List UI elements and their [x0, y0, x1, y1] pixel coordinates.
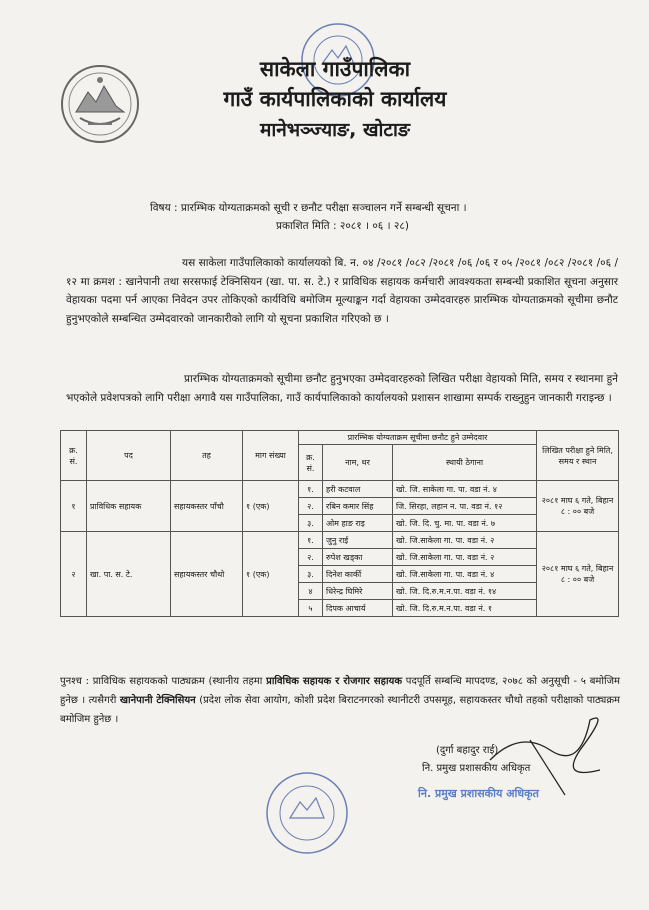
- candidate-name: रुपेश खड्का: [323, 549, 393, 566]
- candidate-address: खो. जि. साकेला गा. पा. वडा नं. ४: [393, 481, 537, 498]
- header-sub-sn: क्र. सं.: [299, 445, 323, 481]
- candidate-name: हरी कटवाल: [323, 481, 393, 498]
- candidate-sn: १.: [299, 481, 323, 498]
- candidate-address: खो. जि.साकेला गा. पा. वडा नं. २: [393, 532, 537, 549]
- table-row: [61, 481, 619, 498]
- postscript-bold: खानेपानी टेक्निसियन: [119, 695, 196, 706]
- signatory-title: नि. प्रमुख प्रशासकीय अधिकृत: [422, 763, 531, 774]
- postscript-text: पुनश्च : प्राविधिक सहायकको पाठ्यक्रम (स्थानीय तहमा: [60, 676, 267, 687]
- candidate-address: खो. जि. दि.रु.म.न.पा. वडा नं. १४: [393, 583, 537, 600]
- table-header-row: [61, 431, 619, 445]
- letterhead: [170, 56, 500, 144]
- postscript-text: (प्रदेश लोक सेवा आयोग, कोशी प्रदेश बिराटनगरको स्थानीटरी उपसमूह, सहायकस्तर चौथो तहको परीक्षाको पाठ्यक्रम बमोजिम हुनेछ ।: [60, 695, 621, 725]
- office-seal-icon: [262, 768, 352, 858]
- postscript-text: पदपूर्ति सम्बन्धि मापदण्ड, २०७८ को अनुसूची - ५ बमोजिम हुनेछ । त्यसैगरी: [60, 676, 620, 706]
- group-sn: १: [61, 481, 87, 532]
- candidate-table: [60, 430, 619, 617]
- candidate-sn: ५: [299, 600, 323, 617]
- municipality-name: साकेला गाउँपालिका: [259, 57, 411, 81]
- group-post: खा. पा. स. टे.: [87, 532, 171, 617]
- candidate-sn: २.: [299, 549, 323, 566]
- signatory-stamp: नि. प्रमुख प्रशासकीय अधिकृत: [418, 787, 539, 800]
- candidate-name: रबिन कमार सिंह: [323, 498, 393, 515]
- header-level: तह: [171, 431, 243, 481]
- candidate-sn: १.: [299, 532, 323, 549]
- header-shortlist: प्रारम्भिक योग्यताक्रम सूचीमा छनौट हुने उम्मेदवार: [299, 431, 537, 445]
- header-address: स्थायी ठेगाना: [393, 445, 537, 481]
- signatory-name: (दुर्गा बहादुर राई): [436, 745, 499, 756]
- candidate-sn: २.: [299, 498, 323, 515]
- header-name: नाम, थर: [323, 445, 393, 481]
- group-sn: २: [61, 532, 87, 617]
- candidate-address: खो. जि.साकेला गा. पा. वडा नं. २: [393, 549, 537, 566]
- group-level: सहायकस्तर पाँचौ: [171, 481, 243, 532]
- candidate-address: जि. सिरहा, लहान न. पा. वडा नं. १२: [393, 498, 537, 515]
- notice-subject: विषय : प्रारम्भिक योग्यताक्रमको सूची र छनौट परीक्षा सञ्चालन गर्ने सम्बन्धी सूचना ।: [150, 202, 467, 214]
- postscript-bold: प्राविधिक सहायक र रोजगार सहायक: [266, 676, 403, 687]
- header-post: पद: [87, 431, 171, 481]
- group-count: १ (एक): [243, 481, 299, 532]
- table-row: [61, 532, 619, 549]
- header-sn: क्र. सं.: [61, 431, 87, 481]
- header-exam: लिखित परीक्षा हुने मिति, समय र स्थान: [537, 431, 619, 481]
- group-exam: २०८१ माघ ६ गते, बिहान ८ : ०० बजे: [537, 481, 619, 532]
- candidate-address: खो. जि. दि.रु.म.न.पा. वडा नं. १: [393, 600, 537, 617]
- candidate-sn: ३.: [299, 566, 323, 583]
- office-location: मानेभञ्ज्याङ, खोटाङ: [259, 119, 411, 141]
- nepal-emblem-icon: [58, 62, 142, 146]
- candidate-name: दिनेश कार्की: [323, 566, 393, 583]
- group-level: सहायकस्तर चौथो: [171, 532, 243, 617]
- paragraph-intro: यस साकेला गाउँपालिकाको कार्यालयको बि. न. ०४ /२०८१ /०८२ /२०८१ /०६ /०६ र ०५ /२०८१ /०८२ /२०८१ /०६ /१२ मा क्रमश : खानेपानी तथा सरसफाई टेक्निसियन (खा. पा. स. टे.) र प्राविधिक सहायक कर्मचारी आवश्यकता सम्बन्धी प्रकाशित सूचना अनुसार वेहायका पदमा पर्न आएका निवेदन उपर तोकिएको कार्यविधि बमोजिम मूल्याङ्कन गर्दा वेहायका उम्मेदवारहरु प्रारम्भिक योग्यताक्रमको सूचीमा छनौट हुनुभएकोले सम्बन्धित उम्मेदवारको जानकारीको लागि यो सूचना प्रकाशित गरिएको छ ।: [66, 257, 618, 325]
- office-name: गाउँ कार्यपालिकाको कार्यालय: [223, 87, 447, 111]
- paragraph-exam-info: प्रारम्भिक योग्यताक्रमको सूचीमा छनौट हुनुभएका उम्मेदवारहरुको लिखित परीक्षा वेहायको मिति, समय र स्थानमा हुने भएकोले प्रवेशपत्रको लागि परीक्षा अगावै यस गाउँपालिका, गाउँ कार्यपालिकाको कार्यालयको प्रशासन शाखामा सम्पर्क राख्नुहुन जानकारी गराइन्छ ।: [66, 373, 618, 404]
- candidate-name: धिरेन्द्र घिमिरे: [323, 583, 393, 600]
- candidate-sn: ४: [299, 583, 323, 600]
- candidate-address: खो. जि.साकेला गा. पा. वडा नं. ४: [393, 566, 537, 583]
- candidate-sn: ३.: [299, 515, 323, 532]
- candidate-address: खो. जि. दि. चु. मा. पा. वडा नं. ७: [393, 515, 537, 532]
- header-count: माग संख्या: [243, 431, 299, 481]
- group-count: १ (एक): [243, 532, 299, 617]
- group-exam: २०८१ माघ ६ गते, बिहान ८ : ०० बजे: [537, 532, 619, 617]
- candidate-name: दिपक आचार्य: [323, 600, 393, 617]
- group-post: प्राविधिक सहायक: [87, 481, 171, 532]
- candidate-name: ओम हाङ राइ: [323, 515, 393, 532]
- notice-date: प्रकाशित मिति : २०८१ । ०६ । २८): [276, 220, 409, 232]
- candidate-name: जुनु राई: [323, 532, 393, 549]
